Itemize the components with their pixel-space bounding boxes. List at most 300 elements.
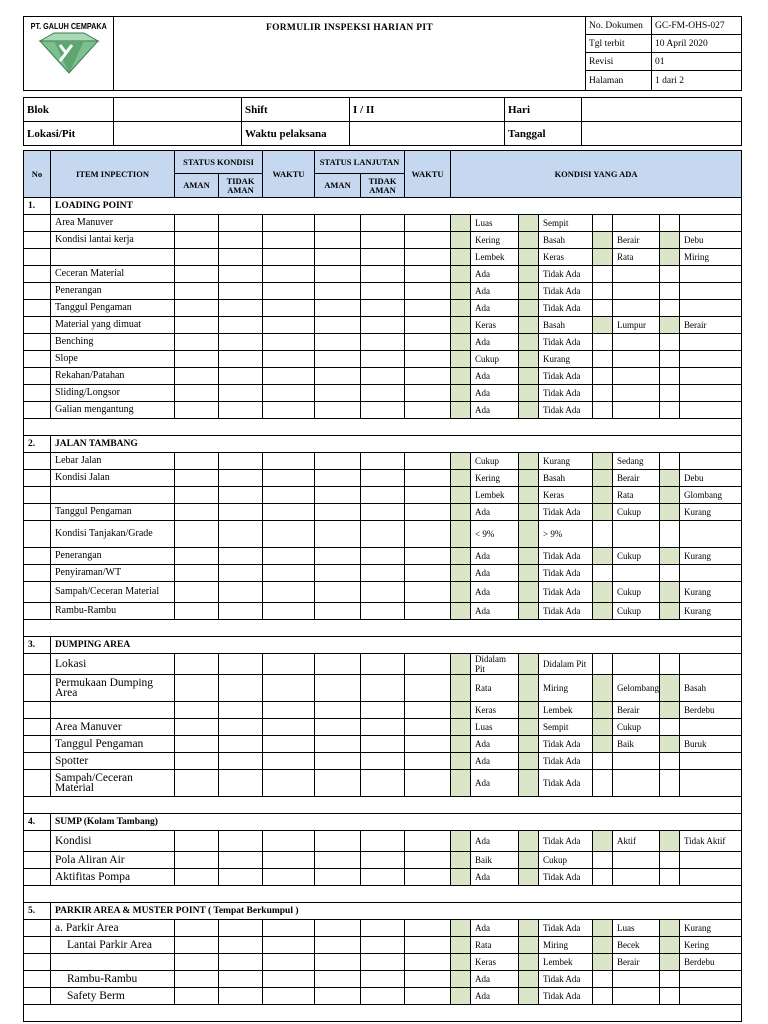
waktu-cell[interactable] [263,675,315,702]
lanjutan-tidak-aman-cell[interactable] [361,675,405,702]
waktu-2-cell[interactable] [405,487,451,504]
lanjutan-tidak-aman-cell[interactable] [361,487,405,504]
waktu-2-cell[interactable] [405,385,451,402]
condition-checkbox[interactable] [519,249,539,266]
condition-checkbox[interactable] [451,831,471,852]
date-field[interactable] [582,122,742,146]
lanjutan-tidak-aman-cell[interactable] [361,453,405,470]
lanjutan-aman-cell[interactable] [315,249,361,266]
status-tidak-aman-cell[interactable] [219,971,263,988]
condition-checkbox[interactable] [451,920,471,937]
waktu-cell[interactable] [263,719,315,736]
condition-checkbox[interactable] [660,937,680,954]
waktu-2-cell[interactable] [405,582,451,603]
lanjutan-tidak-aman-cell[interactable] [361,470,405,487]
condition-checkbox[interactable] [451,719,471,736]
condition-checkbox[interactable] [593,954,613,971]
condition-checkbox[interactable] [593,736,613,753]
lanjutan-aman-cell[interactable] [315,770,361,797]
status-tidak-aman-cell[interactable] [219,300,263,317]
lanjutan-aman-cell[interactable] [315,937,361,954]
status-aman-cell[interactable] [175,249,219,266]
lanjutan-tidak-aman-cell[interactable] [361,954,405,971]
status-tidak-aman-cell[interactable] [219,368,263,385]
lanjutan-aman-cell[interactable] [315,548,361,565]
lanjutan-tidak-aman-cell[interactable] [361,334,405,351]
condition-checkbox[interactable] [593,487,613,504]
lanjutan-aman-cell[interactable] [315,565,361,582]
status-tidak-aman-cell[interactable] [219,582,263,603]
condition-checkbox[interactable] [519,971,539,988]
lanjutan-tidak-aman-cell[interactable] [361,232,405,249]
lanjutan-aman-cell[interactable] [315,215,361,232]
status-tidak-aman-cell[interactable] [219,753,263,770]
waktu-2-cell[interactable] [405,317,451,334]
condition-checkbox[interactable] [593,317,613,334]
waktu-cell[interactable] [263,582,315,603]
condition-checkbox[interactable] [451,548,471,565]
condition-checkbox[interactable] [451,402,471,419]
condition-checkbox[interactable] [519,654,539,675]
condition-checkbox[interactable] [593,548,613,565]
waktu-cell[interactable] [263,232,315,249]
lanjutan-tidak-aman-cell[interactable] [361,869,405,886]
condition-checkbox[interactable] [519,402,539,419]
waktu-2-cell[interactable] [405,852,451,869]
waktu-cell[interactable] [263,603,315,620]
condition-checkbox[interactable] [451,215,471,232]
waktu-cell[interactable] [263,300,315,317]
condition-checkbox[interactable] [519,702,539,719]
condition-checkbox[interactable] [519,521,539,548]
waktu-2-cell[interactable] [405,736,451,753]
condition-checkbox[interactable] [451,334,471,351]
condition-checkbox[interactable] [593,504,613,521]
condition-checkbox[interactable] [593,937,613,954]
condition-checkbox[interactable] [519,937,539,954]
condition-checkbox[interactable] [593,675,613,702]
status-tidak-aman-cell[interactable] [219,736,263,753]
status-tidak-aman-cell[interactable] [219,770,263,797]
lanjutan-tidak-aman-cell[interactable] [361,582,405,603]
lanjutan-aman-cell[interactable] [315,675,361,702]
status-tidak-aman-cell[interactable] [219,232,263,249]
condition-checkbox[interactable] [451,565,471,582]
status-tidak-aman-cell[interactable] [219,920,263,937]
condition-checkbox[interactable] [519,770,539,797]
condition-checkbox[interactable] [660,603,680,620]
condition-checkbox[interactable] [451,702,471,719]
condition-checkbox[interactable] [660,548,680,565]
condition-checkbox[interactable] [660,232,680,249]
waktu-cell[interactable] [263,565,315,582]
status-aman-cell[interactable] [175,954,219,971]
lanjutan-aman-cell[interactable] [315,266,361,283]
condition-checkbox[interactable] [519,487,539,504]
status-aman-cell[interactable] [175,719,219,736]
status-aman-cell[interactable] [175,402,219,419]
condition-checkbox[interactable] [519,266,539,283]
waktu-2-cell[interactable] [405,300,451,317]
lanjutan-aman-cell[interactable] [315,869,361,886]
lanjutan-tidak-aman-cell[interactable] [361,351,405,368]
condition-checkbox[interactable] [451,954,471,971]
lanjutan-aman-cell[interactable] [315,954,361,971]
status-aman-cell[interactable] [175,852,219,869]
status-aman-cell[interactable] [175,736,219,753]
lanjutan-aman-cell[interactable] [315,504,361,521]
lanjutan-aman-cell[interactable] [315,487,361,504]
lanjutan-aman-cell[interactable] [315,988,361,1005]
lanjutan-aman-cell[interactable] [315,470,361,487]
lanjutan-tidak-aman-cell[interactable] [361,368,405,385]
status-tidak-aman-cell[interactable] [219,548,263,565]
condition-checkbox[interactable] [451,487,471,504]
lanjutan-tidak-aman-cell[interactable] [361,521,405,548]
lanjutan-aman-cell[interactable] [315,852,361,869]
condition-checkbox[interactable] [519,453,539,470]
lanjutan-aman-cell[interactable] [315,603,361,620]
status-aman-cell[interactable] [175,971,219,988]
condition-checkbox[interactable] [519,232,539,249]
waktu-2-cell[interactable] [405,548,451,565]
condition-checkbox[interactable] [519,988,539,1005]
lanjutan-aman-cell[interactable] [315,317,361,334]
status-aman-cell[interactable] [175,565,219,582]
waktu-2-cell[interactable] [405,869,451,886]
waktu-2-cell[interactable] [405,702,451,719]
status-aman-cell[interactable] [175,470,219,487]
waktu-cell[interactable] [263,831,315,852]
waktu-cell[interactable] [263,702,315,719]
waktu-2-cell[interactable] [405,603,451,620]
waktu-cell[interactable] [263,988,315,1005]
waktu-2-cell[interactable] [405,937,451,954]
status-tidak-aman-cell[interactable] [219,702,263,719]
waktu-cell[interactable] [263,283,315,300]
condition-checkbox[interactable] [451,869,471,886]
waktu-2-cell[interactable] [405,719,451,736]
waktu-cell[interactable] [263,954,315,971]
status-tidak-aman-cell[interactable] [219,869,263,886]
status-aman-cell[interactable] [175,582,219,603]
lanjutan-tidak-aman-cell[interactable] [361,937,405,954]
condition-checkbox[interactable] [660,249,680,266]
condition-checkbox[interactable] [451,232,471,249]
status-tidak-aman-cell[interactable] [219,521,263,548]
lanjutan-tidak-aman-cell[interactable] [361,831,405,852]
waktu-cell[interactable] [263,971,315,988]
status-tidak-aman-cell[interactable] [219,988,263,1005]
lanjutan-tidak-aman-cell[interactable] [361,283,405,300]
waktu-2-cell[interactable] [405,402,451,419]
condition-checkbox[interactable] [519,351,539,368]
waktu-2-cell[interactable] [405,283,451,300]
blok-field[interactable] [114,98,242,122]
waktu-cell[interactable] [263,266,315,283]
condition-checkbox[interactable] [593,603,613,620]
condition-checkbox[interactable] [451,582,471,603]
waktu-cell[interactable] [263,654,315,675]
condition-checkbox[interactable] [451,654,471,675]
condition-checkbox[interactable] [519,869,539,886]
waktu-cell[interactable] [263,852,315,869]
waktu-cell[interactable] [263,937,315,954]
waktu-2-cell[interactable] [405,470,451,487]
waktu-2-cell[interactable] [405,504,451,521]
status-tidak-aman-cell[interactable] [219,954,263,971]
condition-checkbox[interactable] [519,548,539,565]
waktu-2-cell[interactable] [405,753,451,770]
condition-checkbox[interactable] [519,603,539,620]
condition-checkbox[interactable] [451,351,471,368]
condition-checkbox[interactable] [519,954,539,971]
waktu-2-cell[interactable] [405,675,451,702]
waktu-cell[interactable] [263,249,315,266]
condition-checkbox[interactable] [451,266,471,283]
status-aman-cell[interactable] [175,988,219,1005]
condition-checkbox[interactable] [451,770,471,797]
condition-checkbox[interactable] [451,988,471,1005]
status-aman-cell[interactable] [175,920,219,937]
waktu-cell[interactable] [263,521,315,548]
condition-checkbox[interactable] [519,385,539,402]
waktu-cell[interactable] [263,351,315,368]
lanjutan-tidak-aman-cell[interactable] [361,565,405,582]
condition-checkbox[interactable] [660,675,680,702]
condition-checkbox[interactable] [593,702,613,719]
lanjutan-tidak-aman-cell[interactable] [361,736,405,753]
condition-checkbox[interactable] [660,582,680,603]
lanjutan-tidak-aman-cell[interactable] [361,266,405,283]
status-tidak-aman-cell[interactable] [219,402,263,419]
condition-checkbox[interactable] [519,675,539,702]
waktu-cell[interactable] [263,334,315,351]
status-tidak-aman-cell[interactable] [219,453,263,470]
status-tidak-aman-cell[interactable] [219,249,263,266]
lanjutan-tidak-aman-cell[interactable] [361,988,405,1005]
condition-checkbox[interactable] [451,852,471,869]
condition-checkbox[interactable] [660,831,680,852]
waktu-2-cell[interactable] [405,334,451,351]
waktu-2-cell[interactable] [405,954,451,971]
condition-checkbox[interactable] [519,852,539,869]
status-tidak-aman-cell[interactable] [219,675,263,702]
lanjutan-tidak-aman-cell[interactable] [361,548,405,565]
condition-checkbox[interactable] [519,753,539,770]
status-tidak-aman-cell[interactable] [219,470,263,487]
lanjutan-tidak-aman-cell[interactable] [361,385,405,402]
status-aman-cell[interactable] [175,453,219,470]
condition-checkbox[interactable] [593,453,613,470]
waktu-2-cell[interactable] [405,368,451,385]
waktu-2-cell[interactable] [405,565,451,582]
status-aman-cell[interactable] [175,283,219,300]
condition-checkbox[interactable] [660,504,680,521]
lanjutan-aman-cell[interactable] [315,300,361,317]
condition-checkbox[interactable] [519,334,539,351]
condition-checkbox[interactable] [660,736,680,753]
lanjutan-aman-cell[interactable] [315,385,361,402]
condition-checkbox[interactable] [451,937,471,954]
lanjutan-tidak-aman-cell[interactable] [361,317,405,334]
waktu-2-cell[interactable] [405,521,451,548]
condition-checkbox[interactable] [519,920,539,937]
status-aman-cell[interactable] [175,654,219,675]
status-aman-cell[interactable] [175,317,219,334]
condition-checkbox[interactable] [451,675,471,702]
lanjutan-tidak-aman-cell[interactable] [361,852,405,869]
condition-checkbox[interactable] [451,470,471,487]
condition-checkbox[interactable] [451,603,471,620]
condition-checkbox[interactable] [519,215,539,232]
lanjutan-tidak-aman-cell[interactable] [361,654,405,675]
lanjutan-tidak-aman-cell[interactable] [361,215,405,232]
status-tidak-aman-cell[interactable] [219,831,263,852]
lanjutan-aman-cell[interactable] [315,368,361,385]
status-aman-cell[interactable] [175,753,219,770]
waktu-cell[interactable] [263,215,315,232]
lanjutan-aman-cell[interactable] [315,232,361,249]
status-aman-cell[interactable] [175,266,219,283]
lanjutan-tidak-aman-cell[interactable] [361,770,405,797]
condition-checkbox[interactable] [660,470,680,487]
condition-checkbox[interactable] [593,582,613,603]
lanjutan-tidak-aman-cell[interactable] [361,702,405,719]
condition-checkbox[interactable] [451,753,471,770]
lanjutan-tidak-aman-cell[interactable] [361,504,405,521]
status-tidak-aman-cell[interactable] [219,565,263,582]
lanjutan-tidak-aman-cell[interactable] [361,603,405,620]
status-tidak-aman-cell[interactable] [219,937,263,954]
condition-checkbox[interactable] [451,368,471,385]
condition-checkbox[interactable] [519,582,539,603]
status-tidak-aman-cell[interactable] [219,317,263,334]
status-aman-cell[interactable] [175,504,219,521]
condition-checkbox[interactable] [519,504,539,521]
status-tidak-aman-cell[interactable] [219,719,263,736]
waktu-2-cell[interactable] [405,453,451,470]
condition-checkbox[interactable] [593,920,613,937]
waktu-cell[interactable] [263,453,315,470]
condition-checkbox[interactable] [593,232,613,249]
lanjutan-aman-cell[interactable] [315,920,361,937]
lanjutan-tidak-aman-cell[interactable] [361,753,405,770]
lanjutan-aman-cell[interactable] [315,831,361,852]
waktu-2-cell[interactable] [405,920,451,937]
condition-checkbox[interactable] [451,971,471,988]
condition-checkbox[interactable] [660,317,680,334]
status-aman-cell[interactable] [175,548,219,565]
lanjutan-aman-cell[interactable] [315,351,361,368]
status-aman-cell[interactable] [175,521,219,548]
condition-checkbox[interactable] [593,831,613,852]
waktu-cell[interactable] [263,753,315,770]
condition-checkbox[interactable] [519,283,539,300]
shift-value[interactable]: I / II [350,98,505,122]
status-aman-cell[interactable] [175,300,219,317]
condition-checkbox[interactable] [451,317,471,334]
condition-checkbox[interactable] [660,702,680,719]
status-aman-cell[interactable] [175,232,219,249]
lanjutan-aman-cell[interactable] [315,719,361,736]
condition-checkbox[interactable] [519,300,539,317]
lanjutan-aman-cell[interactable] [315,753,361,770]
condition-checkbox[interactable] [451,249,471,266]
waktu-2-cell[interactable] [405,351,451,368]
status-tidak-aman-cell[interactable] [219,283,263,300]
status-aman-cell[interactable] [175,603,219,620]
condition-checkbox[interactable] [519,831,539,852]
status-aman-cell[interactable] [175,368,219,385]
waktu-2-cell[interactable] [405,249,451,266]
status-tidak-aman-cell[interactable] [219,266,263,283]
condition-checkbox[interactable] [519,470,539,487]
lanjutan-aman-cell[interactable] [315,453,361,470]
waktu-2-cell[interactable] [405,988,451,1005]
waktu-cell[interactable] [263,504,315,521]
lanjutan-tidak-aman-cell[interactable] [361,249,405,266]
status-aman-cell[interactable] [175,487,219,504]
condition-checkbox[interactable] [660,920,680,937]
condition-checkbox[interactable] [593,719,613,736]
execution-time-field[interactable] [350,122,505,146]
lanjutan-aman-cell[interactable] [315,582,361,603]
status-aman-cell[interactable] [175,675,219,702]
lanjutan-tidak-aman-cell[interactable] [361,971,405,988]
lanjutan-tidak-aman-cell[interactable] [361,719,405,736]
condition-checkbox[interactable] [451,736,471,753]
waktu-cell[interactable] [263,920,315,937]
waktu-2-cell[interactable] [405,971,451,988]
condition-checkbox[interactable] [451,521,471,548]
status-tidak-aman-cell[interactable] [219,487,263,504]
waktu-cell[interactable] [263,402,315,419]
condition-checkbox[interactable] [451,283,471,300]
status-aman-cell[interactable] [175,351,219,368]
lanjutan-aman-cell[interactable] [315,971,361,988]
waktu-cell[interactable] [263,548,315,565]
status-aman-cell[interactable] [175,937,219,954]
condition-checkbox[interactable] [519,736,539,753]
waktu-cell[interactable] [263,385,315,402]
status-aman-cell[interactable] [175,702,219,719]
status-tidak-aman-cell[interactable] [219,603,263,620]
location-field[interactable] [114,122,242,146]
condition-checkbox[interactable] [519,719,539,736]
day-field[interactable] [582,98,742,122]
lanjutan-tidak-aman-cell[interactable] [361,402,405,419]
waktu-cell[interactable] [263,736,315,753]
condition-checkbox[interactable] [660,487,680,504]
waktu-cell[interactable] [263,470,315,487]
status-tidak-aman-cell[interactable] [219,852,263,869]
lanjutan-aman-cell[interactable] [315,736,361,753]
status-aman-cell[interactable] [175,215,219,232]
lanjutan-tidak-aman-cell[interactable] [361,920,405,937]
condition-checkbox[interactable] [451,453,471,470]
lanjutan-aman-cell[interactable] [315,334,361,351]
waktu-cell[interactable] [263,317,315,334]
status-aman-cell[interactable] [175,385,219,402]
status-tidak-aman-cell[interactable] [219,334,263,351]
lanjutan-aman-cell[interactable] [315,283,361,300]
waktu-2-cell[interactable] [405,831,451,852]
status-tidak-aman-cell[interactable] [219,504,263,521]
status-aman-cell[interactable] [175,831,219,852]
waktu-2-cell[interactable] [405,266,451,283]
lanjutan-aman-cell[interactable] [315,702,361,719]
